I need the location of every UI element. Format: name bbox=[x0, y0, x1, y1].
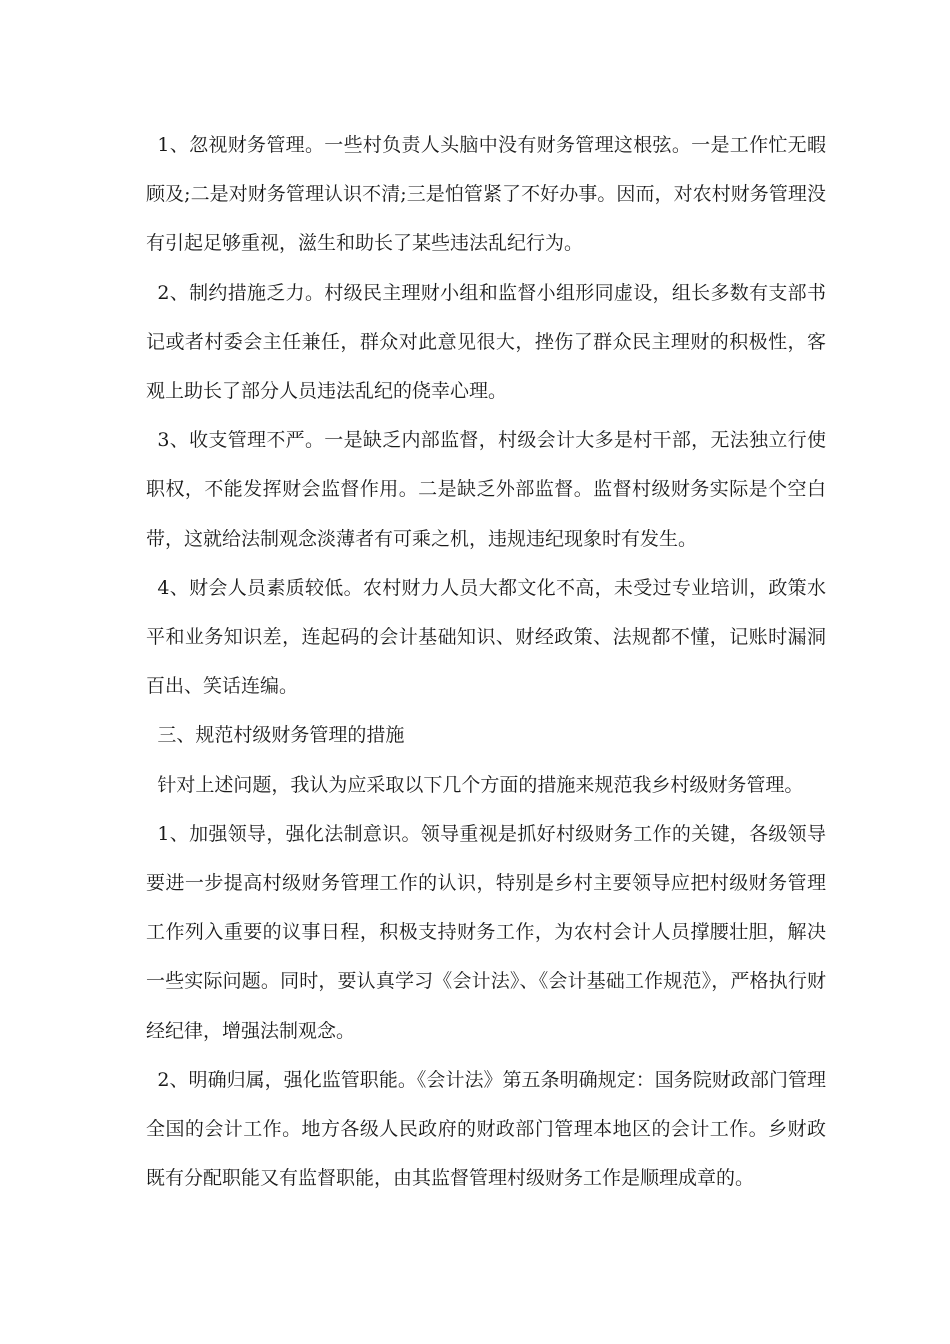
paragraph-lax-income-expense: 3、收支管理不严。一是缺乏内部监督，村级会计大多是村干部，无法独立行使职权，不能发挥财会监督作用。二是缺乏外部监督。监督村级财务实际是个空白带，这就给法制观念淡薄者有可乘之机，违规违纪现象时有发生。 bbox=[146, 429, 826, 550]
paragraph-clarify-ownership: 2、明确归属，强化监管职能。《会计法》第五条明确规定：国务院财政部门管理全国的会计工作。地方各级人民政府的财政部门管理本地区的会计工作。乡财政既有分配职能又有监督职能，由其监督管理村级财务工作是顺理成章的。 bbox=[146, 1068, 826, 1190]
section-heading-measures: 三、规范村级财务管理的措施 bbox=[157, 724, 405, 747]
paragraph-strengthen-leadership: 1、加强领导，强化法制意识。领导重视是抓好村级财务工作的关键，各级领导要进一步提高村级财务管理工作的认识，特别是乡村主要领导应把村级财务管理工作列入重要的议事日程，积极支持财务工作，为农村会计人员撑腰壮胆，解决一些实际问题。同时，要认真学习《会计法》、《会计基础工作规范》，严格执行财经纪律，增强法制观念。 bbox=[146, 822, 826, 1042]
paragraph-weak-constraints: 2、制约措施乏力。村级民主理财小组和监督小组形同虚设，组长多数有支部书记或者村委会主任兼任，群众对此意见很大，挫伤了群众民主理财的积极性，客观上助长了部分人员违法乱纪的侥幸心理。 bbox=[146, 281, 826, 403]
paragraph-low-staff-quality: 4、财会人员素质较低。农村财力人员大都文化不高，未受过专业培训，政策水平和业务知识差，连起码的会计基础知识、财经政策、法规都不懂，记账时漏洞百出、笑话连编。 bbox=[146, 576, 826, 698]
paragraph-measures-intro: 针对上述问题，我认为应采取以下几个方面的措施来规范我乡村级财务管理。 bbox=[157, 773, 804, 796]
paragraph-ignore-financial-management: 1、忽视财务管理。一些村负责人头脑中没有财务管理这根弦。一是工作忙无暇顾及;二是对财务管理认识不清;三是怕管紧了不好办事。因而，对农村财务管理没有引起足够重视，滋生和助长了某些违法乱纪行为。 bbox=[146, 134, 826, 255]
document-body bbox=[146, 121, 826, 1203]
